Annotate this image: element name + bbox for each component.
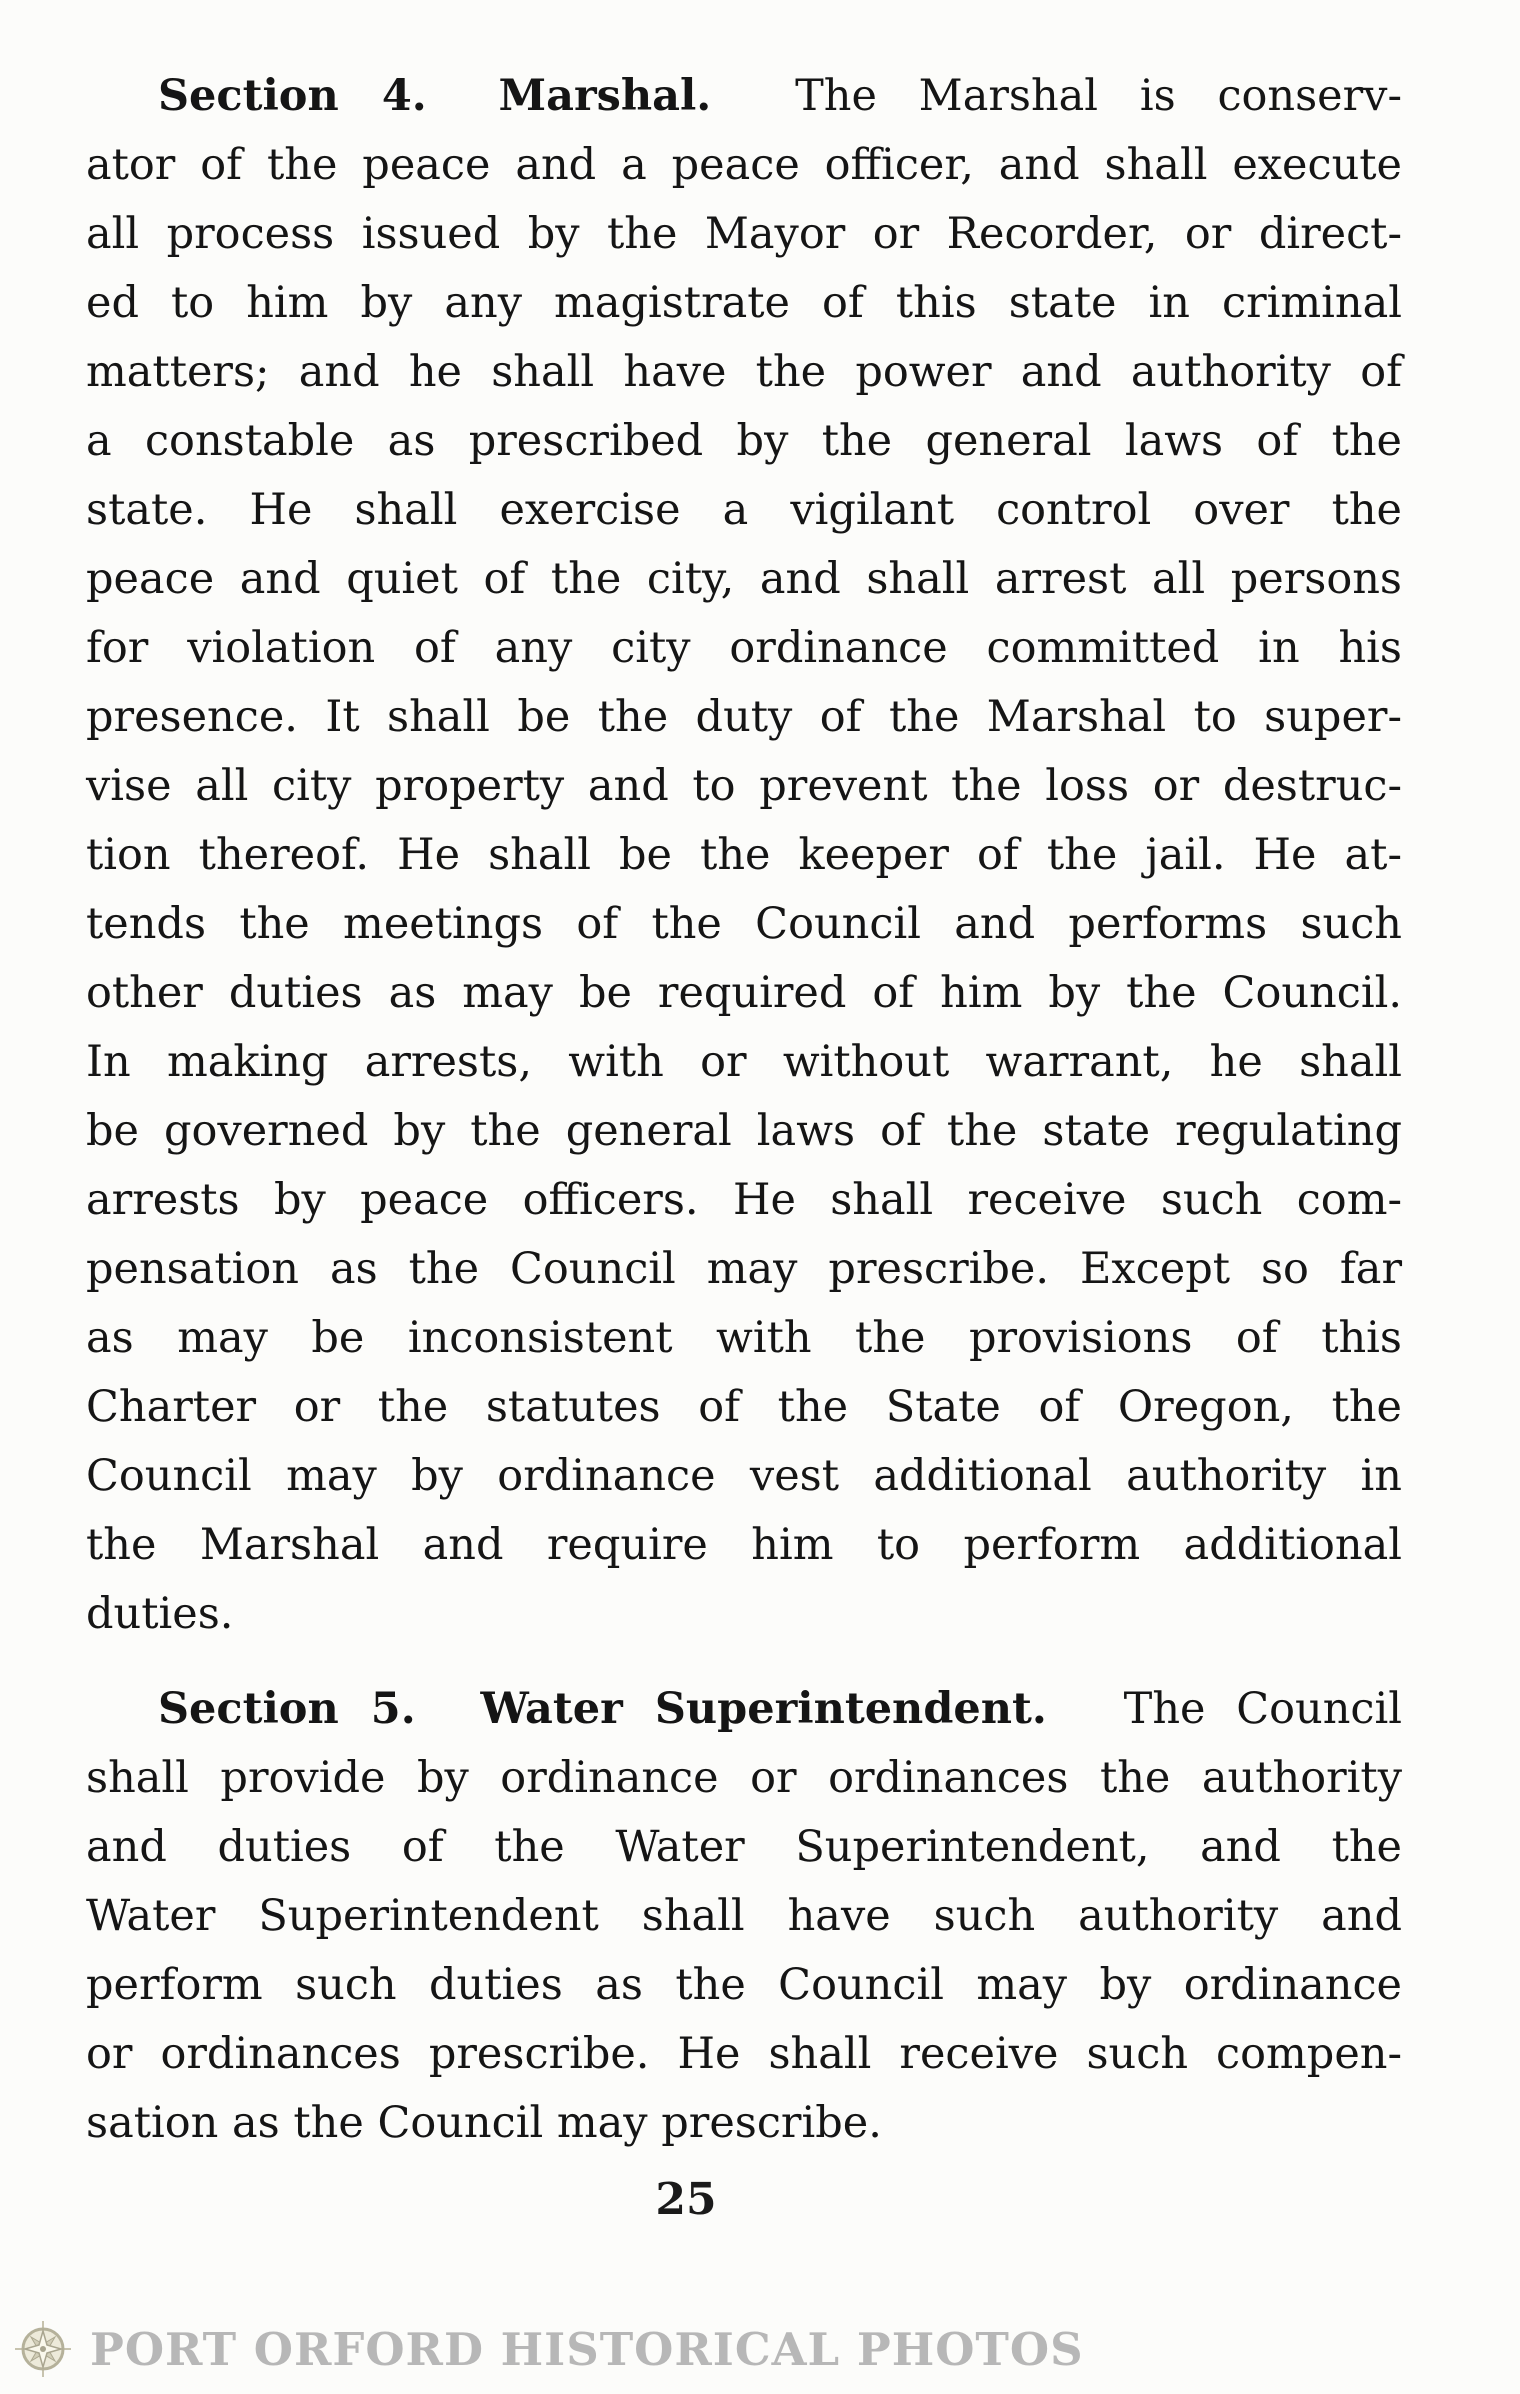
text-line: peace and quiet of the city, and shall arrest all persons: [86, 554, 1402, 604]
text-line: vise all city property and to prevent the loss or destruc-: [86, 761, 1402, 811]
text-line: perform such duties as the Council may by ordinance: [86, 1960, 1402, 2010]
text-line: ator of the peace and a peace officer, and shall execute: [86, 140, 1402, 190]
section-heading-text: Water Superintendent.: [480, 1684, 1047, 1734]
text-line: all process issued by the Mayor or Recorder, or direct-: [86, 209, 1402, 259]
text-line: tends the meetings of the Council and performs such: [86, 899, 1402, 949]
paragraph-section-4: [86, 62, 1402, 1649]
text-line: other duties as may be required of him by the Council.: [86, 968, 1402, 1018]
body-text: The Council: [1123, 1684, 1402, 1734]
text-line: be governed by the general laws of the state regulating: [86, 1106, 1402, 1156]
text-column: [86, 62, 1402, 2225]
paragraph-section-5: [86, 1675, 1402, 2158]
text-line: Water Superintendent shall have such authority and: [86, 1891, 1402, 1941]
text-line: Council may by ordinance vest additional authority in: [86, 1451, 1402, 1501]
heading-gap: [753, 109, 795, 110]
text-line: In making arrests, with or without warrant, he shall: [86, 1037, 1402, 1087]
document-text: [86, 62, 1402, 2158]
text-line: ed to him by any magistrate of this state in criminal: [86, 278, 1402, 328]
text-line: or ordinances prescribe. He shall receive such compen-: [86, 2029, 1402, 2079]
compass-rose-icon: [14, 2320, 72, 2378]
heading-gap: [446, 1722, 480, 1723]
text-line: sation as the Council may prescribe.: [86, 2098, 882, 2148]
heading-gap: [469, 109, 499, 110]
text-line: and duties of the Water Superintendent, and the: [86, 1822, 1402, 1872]
watermark: [14, 2320, 1084, 2378]
section-heading-text: Section 4.: [158, 71, 427, 121]
page-number: 25: [655, 2174, 717, 2225]
text-line: state. He shall exercise a vigilant control over the: [86, 485, 1402, 535]
section-heading-text: Section 5.: [158, 1684, 416, 1734]
text-line: as may be inconsistent with the provisions of this: [86, 1313, 1402, 1363]
text-line: tion thereof. He shall be the keeper of the jail. He at-: [86, 830, 1402, 880]
section-heading-text: Marshal.: [498, 71, 712, 121]
text-line: [86, 1675, 1402, 1744]
text-line: shall provide by ordinance or ordinances the authority: [86, 1753, 1402, 1803]
text-line: Charter or the statutes of the State of Oregon, the: [86, 1382, 1402, 1432]
text-line: the Marshal and require him to perform additional: [86, 1520, 1402, 1570]
text-line: presence. It shall be the duty of the Marshal to super-: [86, 692, 1402, 742]
watermark-text: PORT ORFORD HISTORICAL PHOTOS: [90, 2322, 1084, 2376]
text-line: a constable as prescribed by the general laws of the: [86, 416, 1402, 466]
body-text: The Marshal is conserv-: [795, 71, 1403, 121]
text-line: for violation of any city ordinance committed in his: [86, 623, 1402, 673]
heading-gap: [1078, 1722, 1124, 1723]
text-line: arrests by peace officers. He shall receive such com-: [86, 1175, 1402, 1225]
text-line: pensation as the Council may prescribe. Except so far: [86, 1244, 1402, 1294]
text-line: [86, 62, 1402, 131]
text-line: matters; and he shall have the power and authority of: [86, 347, 1402, 397]
text-line: duties.: [86, 1589, 234, 1639]
